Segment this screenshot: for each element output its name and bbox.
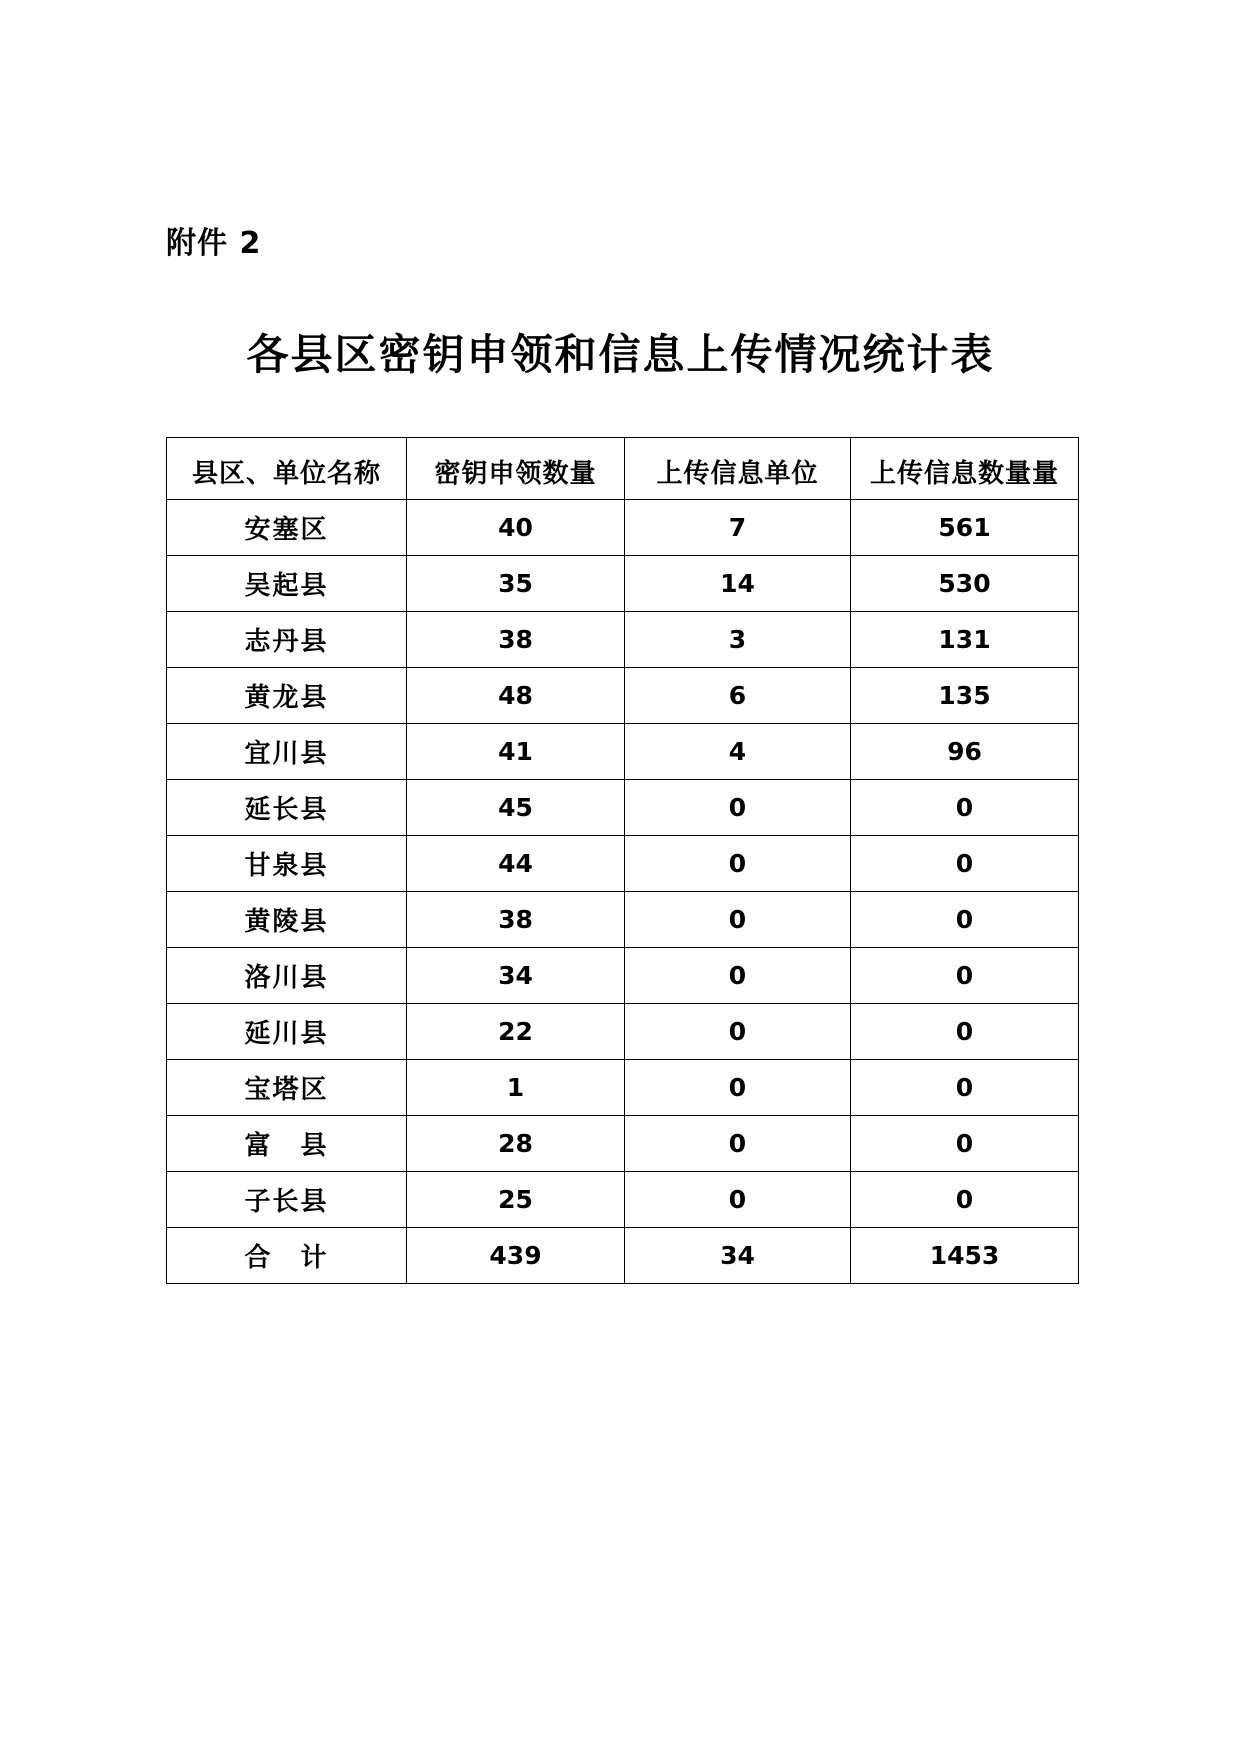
county-name-cell: 黄陵县	[167, 892, 407, 948]
key-applications-cell: 38	[407, 892, 625, 948]
upload-units-cell: 0	[625, 892, 851, 948]
upload-count-cell: 530	[851, 556, 1079, 612]
table-row	[167, 1172, 1079, 1228]
statistics-table	[166, 437, 1079, 1284]
upload-count-cell: 0	[851, 1172, 1079, 1228]
table-row	[167, 1116, 1079, 1172]
table-row	[167, 556, 1079, 612]
table-row	[167, 948, 1079, 1004]
table-total-row	[167, 1228, 1079, 1284]
upload-units-cell: 0	[625, 948, 851, 1004]
key-applications-cell: 40	[407, 500, 625, 556]
total-upload-units-cell: 34	[625, 1228, 851, 1284]
upload-count-cell: 131	[851, 612, 1079, 668]
upload-units-cell: 3	[625, 612, 851, 668]
upload-units-cell: 14	[625, 556, 851, 612]
table-row	[167, 836, 1079, 892]
county-name-cell: 甘泉县	[167, 836, 407, 892]
upload-units-cell: 0	[625, 780, 851, 836]
county-name-cell: 黄龙县	[167, 668, 407, 724]
county-name-cell: 宝塔区	[167, 1060, 407, 1116]
upload-count-cell: 0	[851, 1116, 1079, 1172]
key-applications-cell: 22	[407, 1004, 625, 1060]
county-name-cell: 宜川县	[167, 724, 407, 780]
county-name-cell: 子长县	[167, 1172, 407, 1228]
upload-units-cell: 0	[625, 1172, 851, 1228]
upload-count-cell: 0	[851, 780, 1079, 836]
upload-units-cell: 4	[625, 724, 851, 780]
key-applications-cell: 1	[407, 1060, 625, 1116]
upload-units-cell: 7	[625, 500, 851, 556]
header-upload-units: 上传信息单位	[625, 438, 851, 500]
upload-count-cell: 561	[851, 500, 1079, 556]
county-name-cell: 富 县	[167, 1116, 407, 1172]
key-applications-cell: 28	[407, 1116, 625, 1172]
header-upload-count: 上传信息数量量	[851, 438, 1079, 500]
key-applications-cell: 34	[407, 948, 625, 1004]
upload-count-cell: 135	[851, 668, 1079, 724]
key-applications-cell: 41	[407, 724, 625, 780]
upload-units-cell: 0	[625, 1116, 851, 1172]
total-upload-count-cell: 1453	[851, 1228, 1079, 1284]
key-applications-cell: 44	[407, 836, 625, 892]
upload-count-cell: 0	[851, 892, 1079, 948]
table-row	[167, 668, 1079, 724]
upload-count-cell: 0	[851, 1004, 1079, 1060]
county-name-cell: 延川县	[167, 1004, 407, 1060]
table-row	[167, 1060, 1079, 1116]
key-applications-cell: 38	[407, 612, 625, 668]
header-county-name: 县区、单位名称	[167, 438, 407, 500]
upload-count-cell: 96	[851, 724, 1079, 780]
table-row	[167, 500, 1079, 556]
county-name-cell: 延长县	[167, 780, 407, 836]
table-row	[167, 1004, 1079, 1060]
page-title: 各县区密钥申领和信息上传情况统计表	[246, 330, 995, 379]
table-row	[167, 780, 1079, 836]
county-name-cell: 吴起县	[167, 556, 407, 612]
table-row	[167, 612, 1079, 668]
county-name-cell: 洛川县	[167, 948, 407, 1004]
header-key-applications: 密钥申领数量	[407, 438, 625, 500]
key-applications-cell: 48	[407, 668, 625, 724]
upload-count-cell: 0	[851, 836, 1079, 892]
key-applications-cell: 35	[407, 556, 625, 612]
upload-count-cell: 0	[851, 1060, 1079, 1116]
upload-count-cell: 0	[851, 948, 1079, 1004]
table-header-row	[167, 438, 1079, 500]
table-row	[167, 724, 1079, 780]
county-name-cell: 志丹县	[167, 612, 407, 668]
county-name-cell: 安塞区	[167, 500, 407, 556]
upload-units-cell: 6	[625, 668, 851, 724]
table-row	[167, 892, 1079, 948]
total-key-applications-cell: 439	[407, 1228, 625, 1284]
key-applications-cell: 45	[407, 780, 625, 836]
key-applications-cell: 25	[407, 1172, 625, 1228]
upload-units-cell: 0	[625, 836, 851, 892]
attachment-label: 附件 2	[166, 226, 262, 261]
upload-units-cell: 0	[625, 1004, 851, 1060]
total-label-cell: 合 计	[167, 1228, 407, 1284]
upload-units-cell: 0	[625, 1060, 851, 1116]
